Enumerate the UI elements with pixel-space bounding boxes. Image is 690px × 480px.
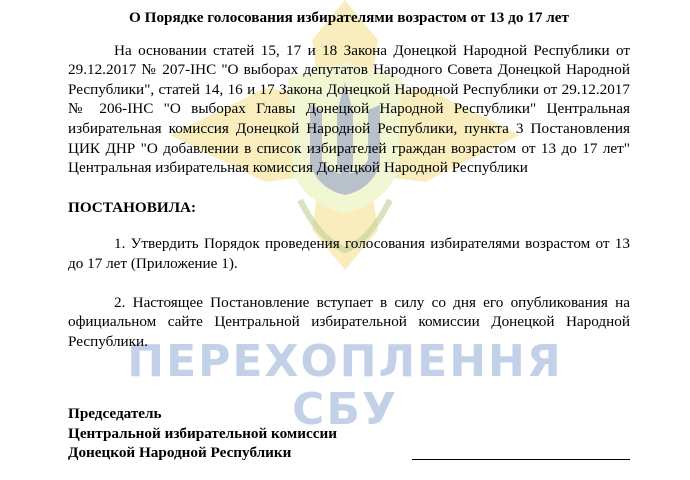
document-body (68, 8, 630, 351)
signature-block (68, 404, 630, 463)
watermark-text-line-1: ПЕРЕХОПЛЕННЯ (127, 336, 563, 387)
resolution-item-2: 2. Настоящее Постановление вступает в силу со дня его опубликования на официальном сайте Центральной избирательной комиссии Донецкой Народной Республики. (68, 293, 630, 350)
signature-line-1: Председатель (68, 405, 162, 422)
watermark-text-line-2: СБУ (292, 384, 398, 435)
signature-underline (412, 459, 630, 460)
resolved-heading: ПОСТАНОВИЛА: (68, 198, 197, 216)
resolution-item-1: 1. Утвердить Порядок проведения голосования избирателями возрастом от 13 до 17 лет (Приложение 1). (68, 235, 630, 272)
document-title: О Порядке голосования избирателями возрастом от 13 до 17 лет (129, 9, 569, 26)
signature-line-2: Центральной избирательной комиссии (68, 424, 337, 442)
signature-line-3: Донецкой Народной Республики (68, 444, 292, 462)
preamble-paragraph: На основании статей 15, 17 и 18 Закона Донецкой Народной Республики от 29.12.2017 № 207-IНС "О выборах депутатов Народного Совета Донецкой Народной Республики", статей 14, 16 и 17 Закона Донецкой Народной Республики от 29.12.2017 № 206-IНС "О выборах Главы Донецкой Народной Республики" Центральная избирательная комиссия Донецкой Народной Республики, пункта 3 Постановления ЦИК ДНР "О добавлении в список избирателей граждан возрастом от 13 до 17 лет" Центральная избирательная комиссия Донецкой Народной Республики (68, 41, 630, 177)
